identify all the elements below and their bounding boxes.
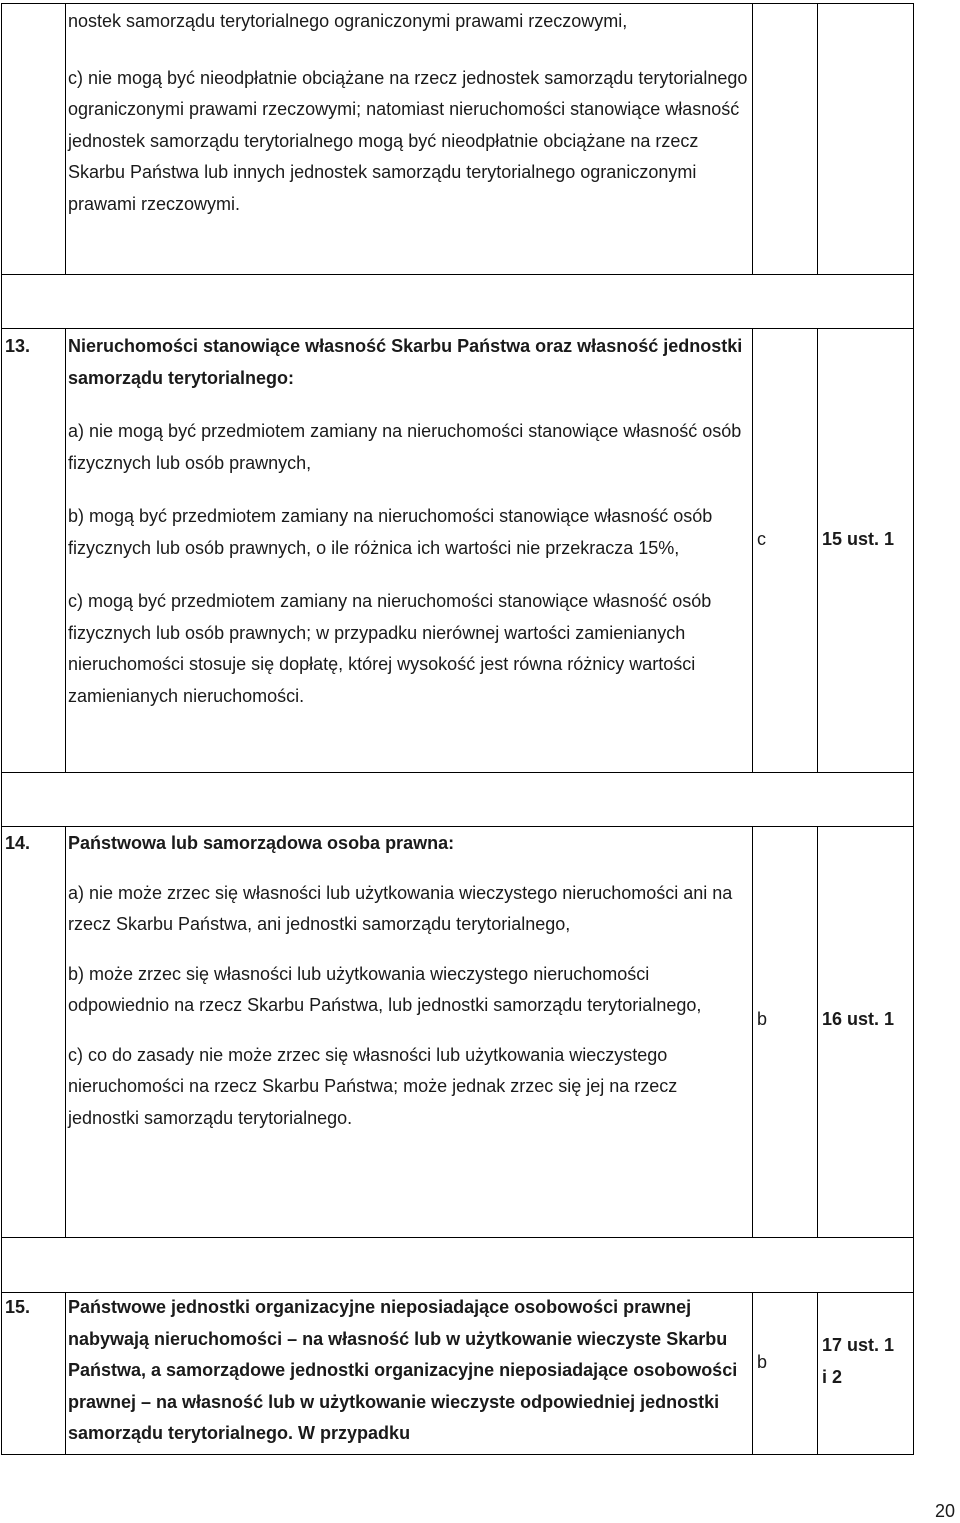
row-divider [1, 1454, 914, 1455]
question-12-text [68, 6, 748, 220]
question-15-number: 15. [5, 1297, 31, 1317]
column-divider [752, 826, 753, 1238]
question-12-option-c: c) nie mogą być nieodpłatnie obciążane na rzecz jednostek samorządu terytorialnego ograniczonymi prawami rzeczowymi; natomiast nieruchomości stanowiące własność jednostek samorządu terytorialnego mogą być nieodpłatnie obciążane na rzecz Skarbu Państwa lub innych jednostek samorządu terytorialnego ograniczonymi prawami rzeczowymi. [68, 67, 748, 214]
question-13-heading: Nieruchomości stanowiące własność Skarbu Państwa oraz własność jednostki samorządu terytorialnego: [68, 336, 743, 388]
question-14-option-c: c) co do zasady nie może zrzec się własności lub użytkowania wieczystego nieruchomości na rzecz Skarbu Państwa; może jednak zrzec się jej na rzecz jednostki samorządu terytorialnego. [68, 1044, 678, 1128]
question-15-reference [822, 1330, 894, 1393]
column-divider [65, 328, 66, 773]
question-14-reference: 16 ust. 1 [822, 1009, 895, 1029]
row-divider [1, 1237, 914, 1238]
row-divider [1, 3, 914, 4]
column-divider [817, 1292, 818, 1455]
question-13-answer: c [757, 529, 766, 549]
column-divider [913, 3, 914, 1455]
column-divider [752, 3, 753, 275]
row-divider [1, 772, 914, 773]
column-divider [752, 328, 753, 773]
question-14-option-a: a) nie może zrzec się własności lub użytkowania wieczystego nieruchomości ani na rzecz Skarbu Państwa, ani jednostki samorządu terytorialnego, [68, 882, 733, 934]
column-divider [65, 826, 66, 1238]
row-divider [1, 328, 914, 329]
question-15-reference-line-2: i 2 [822, 1366, 843, 1387]
question-13-number: 13. [5, 336, 31, 356]
question-14-heading: Państwowa lub samorządowa osoba prawna: [68, 833, 455, 853]
question-15-reference-line-1: 17 ust. 1 [822, 1335, 895, 1355]
column-divider [1, 3, 2, 1455]
column-divider [817, 3, 818, 275]
question-12-option-b-tail: nostek samorządu terytorialnego ograniczonymi prawami rzeczowymi, [68, 11, 628, 31]
column-divider [817, 826, 818, 1238]
question-13-option-b: b) mogą być przedmiotem zamiany na nieruchomości stanowiące własność osób fizycznych lub osób prawnych, o ile różnica ich wartości nie przekracza 15%, [68, 506, 713, 558]
question-15-text [68, 1292, 748, 1450]
column-divider [65, 3, 66, 275]
question-15-answer: b [757, 1352, 768, 1372]
question-14-number: 14. [5, 833, 31, 853]
question-14-text [68, 828, 748, 1134]
row-divider [1, 274, 914, 275]
page-number: 20 [935, 1501, 956, 1521]
column-divider [817, 328, 818, 773]
question-14-answer: b [757, 1009, 768, 1029]
question-13-option-c: c) mogą być przedmiotem zamiany na nieruchomości stanowiące własność osób fizycznych lub osób prawnych; w przypadku nierównej wartości zamienianych nieruchomości stosuje się dopłatę, której wysokość jest równa różnicy wartości zamienianych nieruchomości. [68, 591, 712, 706]
question-14-option-b: b) może zrzec się własności lub użytkowania wieczystego nieruchomości odpowiednio na rzecz Skarbu Państwa, lub jednostki samorządu terytorialnego, [68, 963, 702, 1015]
question-13-option-a: a) nie mogą być przedmiotem zamiany na nieruchomości stanowiące własność osób fizycznych lub osób prawnych, [68, 421, 742, 473]
question-13-reference: 15 ust. 1 [822, 529, 895, 549]
row-divider [1, 826, 914, 827]
column-divider [752, 1292, 753, 1455]
question-15-heading: Państwowe jednostki organizacyjne nieposiadające osobowości prawnej nabywają nieruchomości – na własność lub w użytkowanie wieczyste Skarbu Państwa, a samorządowe jednostki organizacyjne nieposiadające osobowości prawnej – na własność lub w użytkowanie wieczyste odpowiedniej jednostki samorządu terytorialnego. W przypadku [68, 1297, 738, 1443]
column-divider [65, 1292, 66, 1455]
question-13-text [68, 331, 748, 712]
